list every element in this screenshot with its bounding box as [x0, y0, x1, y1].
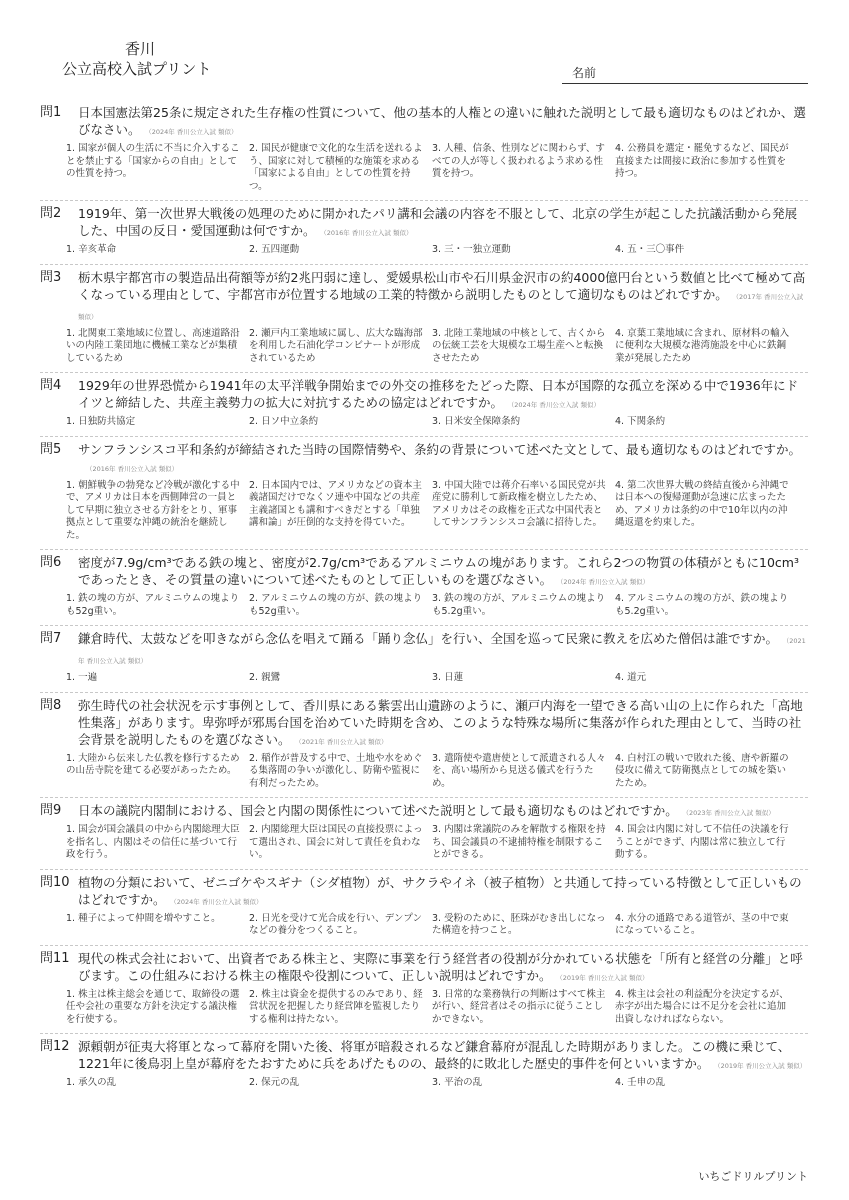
question-source: （2024年 香川公立入試 類似）	[148, 128, 238, 136]
question-number: 問6	[40, 555, 62, 570]
choice-list	[66, 1077, 808, 1090]
question-number: 問12	[40, 1039, 70, 1054]
question-header	[40, 874, 808, 911]
question-text: 植物の分類において、ゼニゴケやスギナ（シダ植物）が、サクラやイネ（被子植物）と共通して持っている特徴として正しいものはどれですか。	[78, 874, 802, 907]
answer-choice: 3. 内閣は衆議院のみを解散する権限を持ち、国会議員の不逮捕特権を制限することができる。	[432, 824, 606, 860]
question-header	[40, 377, 808, 414]
question-block	[40, 100, 808, 201]
choice-list	[66, 824, 808, 862]
question-text-wrap	[78, 554, 808, 591]
question-text: 現代の株式会社において、出資者である株主と、実際に事業を行う経営者の役割が分かれている状態を「所有と経営の分離」と呼びます。この仕組みにおける株主の権限や役割について、正しい説明はどれですか。	[78, 950, 803, 983]
answer-choice: 2. 内閣総理大臣は国民の直接投票によって選出され、国会に対して責任を負わない。	[249, 824, 423, 860]
question-number: 問8	[40, 697, 62, 713]
question-text-wrap	[78, 697, 808, 751]
question-text-wrap	[78, 950, 808, 987]
answer-choice: 4. 五・三〇事件	[615, 244, 685, 255]
question-header	[40, 441, 808, 478]
answer-choice: 3. 北陸工業地域の中核として、古くからの伝統工芸を大規模な工場生産へと転換させたため	[432, 327, 606, 364]
question-text-wrap	[78, 269, 808, 326]
question-block	[40, 1034, 808, 1097]
answer-choice: 4. 第二次世界大戦の終結直後から沖縄では日本への復帰運動が急速に広まったため、アメリカは条約の中で10年以内の沖縄返還を約束した。	[615, 479, 789, 528]
answer-choice: 1. 国家が個人の生活に不当に介入することを禁止する「国家からの自由」としての性質を持つ。	[66, 143, 240, 179]
question-header	[40, 104, 808, 141]
answer-choice: 2. 保元の乱	[249, 1077, 300, 1088]
question-text: 1929年の世界恐慌から1941年の太平洋戦争開始までの外交の推移をたどった際、日本が国際的な孤立を深める中で1936年にドイツと締結した、共産主義勢力の拡大に対抗するための協定はどれですか。	[78, 378, 799, 410]
question-header	[40, 269, 808, 326]
answer-choice: 4. 国会は内閣に対して不信任の決議を行うことができず、内閣は常に独立して行動する。	[615, 824, 789, 860]
question-source: （2019年 香川公立入試 類似）	[559, 973, 649, 982]
question-text: 弥生時代の社会状況を示す事例として、香川県にある紫雲出山遺跡のように、瀬戸内海を一望できる高い山の上に作られた「高地性集落」があります。卑弥呼が邪馬台国を治めていた時期を含め、このような特殊な場所に集落が作られた理由として、当時の社会背景を説明したものを選びなさい。	[78, 697, 803, 747]
answer-choice: 1. 承久の乱	[66, 1077, 117, 1088]
question-text-wrap	[78, 802, 808, 822]
question-text-wrap	[78, 205, 808, 242]
choice-list	[66, 672, 808, 685]
answer-choice: 4. 株主は会社の利益配分を決定するが、赤字が出た場合には不足分を会社に追加出資しなければならない。	[615, 988, 789, 1025]
page-title: 公立高校入試プリント	[62, 60, 212, 78]
question-text-wrap	[78, 377, 808, 414]
question-header	[40, 1038, 808, 1075]
answer-choice: 1. 一遍	[66, 672, 98, 683]
question-text: サンフランシスコ平和条約が締結された当時の国際情勢や、条約の背景について述べた文として、最も適切なものはどれですか。	[78, 441, 801, 457]
question-source: （2021年 香川公立入試 類似）	[298, 737, 388, 746]
question-text: 鎌倉時代、太鼓などを叩きながら念仏を唱えて踊る「踊り念仏」を行い、全国を巡って民衆に教えを広めた僧侶は誰ですか。	[78, 631, 779, 646]
answer-choice: 1. 大陸から伝来した仏教を修行するための山岳寺院を建てる必要があったため。	[66, 752, 240, 776]
question-number: 問3	[40, 269, 62, 285]
name-field-line	[562, 83, 808, 84]
question-block	[40, 437, 808, 551]
answer-choice: 1. 株主は株主総会を通じて、取締役の選任や会社の重要な方針を決定する議決権を行使する。	[66, 988, 240, 1025]
question-text: 日本国憲法第25条に規定された生存権の性質について、他の基本的人権との違いに触れた説明として最も適切なものはどれか、選びなさい。	[78, 105, 806, 137]
answer-choice: 1. 北関東工業地域に位置し、高速道路沿いの内陸工業団地に機械工業などが集積しているため	[66, 327, 240, 364]
answer-choice: 1. 鉄の塊の方が、アルミニウムの塊よりも52g重い。	[66, 593, 240, 617]
question-text-wrap	[78, 1038, 808, 1075]
question-number: 問1	[40, 105, 62, 120]
footer-brand: いちごドリルプリント	[698, 1170, 808, 1183]
question-number: 問9	[40, 803, 62, 818]
choice-list	[66, 328, 808, 366]
question-number: 問5	[40, 441, 62, 457]
answer-choice: 1. 国会が国会議員の中から内閣総理大臣を指名し、内閣はその信任に基づいて行政を行う。	[66, 824, 240, 860]
question-header	[40, 554, 808, 591]
question-header	[40, 205, 808, 242]
answer-choice: 1. 日独防共協定	[66, 416, 136, 427]
question-number: 問2	[40, 206, 62, 221]
answer-choice: 3. 中国大陸では蒋介石率いる国民党が共産党に勝利して新政権を樹立したため、アメリカはその政権を正式な中国代表としてサンフランシスコ会議に招待した。	[432, 479, 606, 528]
question-text: 密度が7.9g/cm³である鉄の塊と、密度が2.7g/cm³であるアルミニウムの塊があります。これら2つの物質の体積がともに10cm³であったとき、その質量の違いについて述べたものとして正しいものを選びなさい。	[78, 555, 799, 587]
question-text-wrap	[78, 441, 808, 478]
question-number: 問4	[40, 378, 62, 393]
answer-choice: 2. 瀬戸内工業地域に属し、広大な臨海部を利用した石油化学コンビナートが形成されているため	[249, 327, 423, 364]
question-number: 問11	[40, 950, 70, 966]
answer-choice: 4. 下関条約	[615, 416, 666, 427]
question-text: 源頼朝が征夷大将軍となって幕府を開いた後、将軍が暗殺されるなど鎌倉幕府が混乱した時期がありました。この機に乗じて、1221年に後鳥羽上皇が幕府をたおすために兵をあげたものの、最終的に敗北した歴史的事件を何といいますか。	[78, 1039, 791, 1071]
question-block	[40, 946, 808, 1035]
answer-choice: 1. 朝鮮戦争の勃発など冷戦が激化する中で、アメリカは日本を西側陣営の一員として早期に独立させる方針をとり、軍事拠点として重要な沖縄の統治を継続した。	[66, 479, 240, 541]
question-header	[40, 697, 808, 751]
question-block	[40, 265, 808, 374]
answer-choice: 3. 鉄の塊の方が、アルミニウムの塊よりも5.2g重い。	[432, 593, 606, 617]
question-header	[40, 950, 808, 987]
question-source: （2016年 香川公立入試 類似）	[86, 464, 179, 473]
answer-choice: 2. 日光を受けて光合成を行い、デンプンなどの養分をつくること。	[249, 912, 423, 936]
answer-choice: 4. アルミニウムの塊の方が、鉄の塊よりも5.2g重い。	[615, 593, 789, 617]
question-block	[40, 626, 808, 693]
answer-choice: 2. 稲作が普及する中で、土地や水をめぐる集落間の争いが激化し、防衛や監視に有利だったため。	[249, 752, 423, 789]
question-source: （2024年 香川公立入試 類似）	[511, 401, 600, 409]
answer-choice: 3. 日蓮	[432, 672, 464, 683]
question-source: （2021年 香川公立入試 類似）	[78, 637, 806, 665]
question-source: （2019年 香川公立入試 類似）	[717, 1062, 807, 1070]
question-source: （2016年 香川公立入試 類似）	[323, 229, 413, 237]
prefecture-label: 香川	[125, 40, 156, 58]
question-text-wrap	[78, 104, 808, 141]
answer-choice: 4. 公務員を選定・罷免するなど、国民が直接または間接に政治に参加する性質を持つ。	[615, 143, 789, 179]
answer-choice: 3. 受粉のために、胚珠がむき出しになった構造を持つこと。	[432, 912, 606, 936]
question-source: （2024年 香川公立入試 類似）	[173, 897, 263, 906]
question-header	[40, 802, 808, 822]
question-block	[40, 798, 808, 870]
question-text-wrap	[78, 630, 808, 670]
answer-choice: 3. 遣隋使や遣唐使として派遣される人々を、高い場所から見送る儀式を行うため。	[432, 752, 606, 789]
question-number: 問7	[40, 631, 62, 646]
name-label: 名前	[572, 66, 597, 80]
question-block	[40, 550, 808, 626]
choice-list	[66, 143, 808, 193]
choice-list	[66, 480, 808, 543]
answer-choice: 2. 国民が健康で文化的な生活を送れるよう、国家に対して積極的な施策を求める「国家による自由」としての性質を持つ。	[249, 143, 423, 192]
answer-choice: 4. 水分の通路である道管が、茎の中で束になっていること。	[615, 912, 789, 936]
answer-choice: 4. 白村江の戦いで敗れた後、唐や新羅の侵攻に備えて防衛拠点としての城を築いたため。	[615, 752, 789, 789]
answer-choice: 4. 壬申の乱	[615, 1077, 666, 1088]
question-block	[40, 693, 808, 799]
answer-choice: 2. 親鸞	[249, 672, 281, 683]
choice-list	[66, 913, 808, 938]
answer-choice: 2. アルミニウムの塊の方が、鉄の塊よりも52g重い。	[249, 593, 423, 617]
answer-choice: 3. 平治の乱	[432, 1077, 483, 1088]
question-block	[40, 373, 808, 437]
question-number: 問10	[40, 874, 70, 890]
answer-choice: 3. 人種、信条、性別などに関わらず、すべての人が等しく扱われるよう求める性質を持つ。	[432, 143, 605, 179]
question-text: 日本の議院内閣制における、国会と内閣の関係性について述べた説明として最も適切なものはどれですか。	[78, 803, 678, 818]
answer-choice: 1. 種子によって仲間を増やすこと。	[66, 912, 221, 924]
choice-list	[66, 593, 808, 618]
answer-choice: 2. 日ソ中立条約	[249, 416, 319, 427]
question-list	[40, 100, 808, 1097]
answer-choice: 4. 京葉工業地域に含まれ、原材料の輸入に便利な大規模な港湾施設を中心に鉄鋼業が発展したため	[615, 327, 790, 364]
answer-choice: 1. 辛亥革命	[66, 244, 117, 255]
question-block	[40, 870, 808, 946]
question-text: 栃木県宇都宮市の製造品出荷額等が約2兆円弱に達し、愛媛県松山市や石川県金沢市の約4000億円台という数値と比べて極めて高くなっている理由として、宇都宮市が位置する地域の工業的特徴から説明したものとして適切なものはどれですか。	[78, 269, 806, 302]
answer-choice: 3. 日常的な業務執行の判断はすべて株主が行い、経営者はその指示に従うことしかできない。	[432, 988, 606, 1025]
answer-choice: 2. 五四運動	[249, 244, 300, 255]
answer-choice: 4. 道元	[615, 672, 647, 683]
question-source: （2017年 香川公立入試 類似）	[78, 292, 804, 321]
question-text-wrap	[78, 874, 808, 911]
choice-list	[66, 753, 808, 791]
answer-choice: 3. 日米安全保障条約	[432, 416, 521, 427]
choice-list	[66, 244, 808, 257]
answer-choice: 2. 株主は資金を提供するのみであり、経営状況を把握したり経営陣を監視したりする権利は持たない。	[249, 988, 423, 1025]
question-text: 1919年、第一次世界大戦後の処理のために開かれたパリ講和会議の内容を不服として、北京の学生が起こした抗議活動から発展した、中国の反日・愛国運動は何ですか。	[78, 206, 798, 238]
answer-choice: 3. 三・一独立運動	[432, 244, 511, 255]
question-source: （2024年 香川公立入試 類似）	[560, 578, 650, 586]
question-header	[40, 630, 808, 670]
question-source: （2023年 香川公立入試 類似）	[685, 809, 775, 817]
answer-choice: 2. 日本国内では、アメリカなどの資本主義諸国だけでなくソ連や中国などの共産主義諸国とも講和すべきだとする「単独講和論」が圧倒的な支持を得ていた。	[249, 479, 422, 528]
choice-list	[66, 989, 808, 1027]
question-block	[40, 201, 808, 265]
choice-list	[66, 416, 808, 429]
